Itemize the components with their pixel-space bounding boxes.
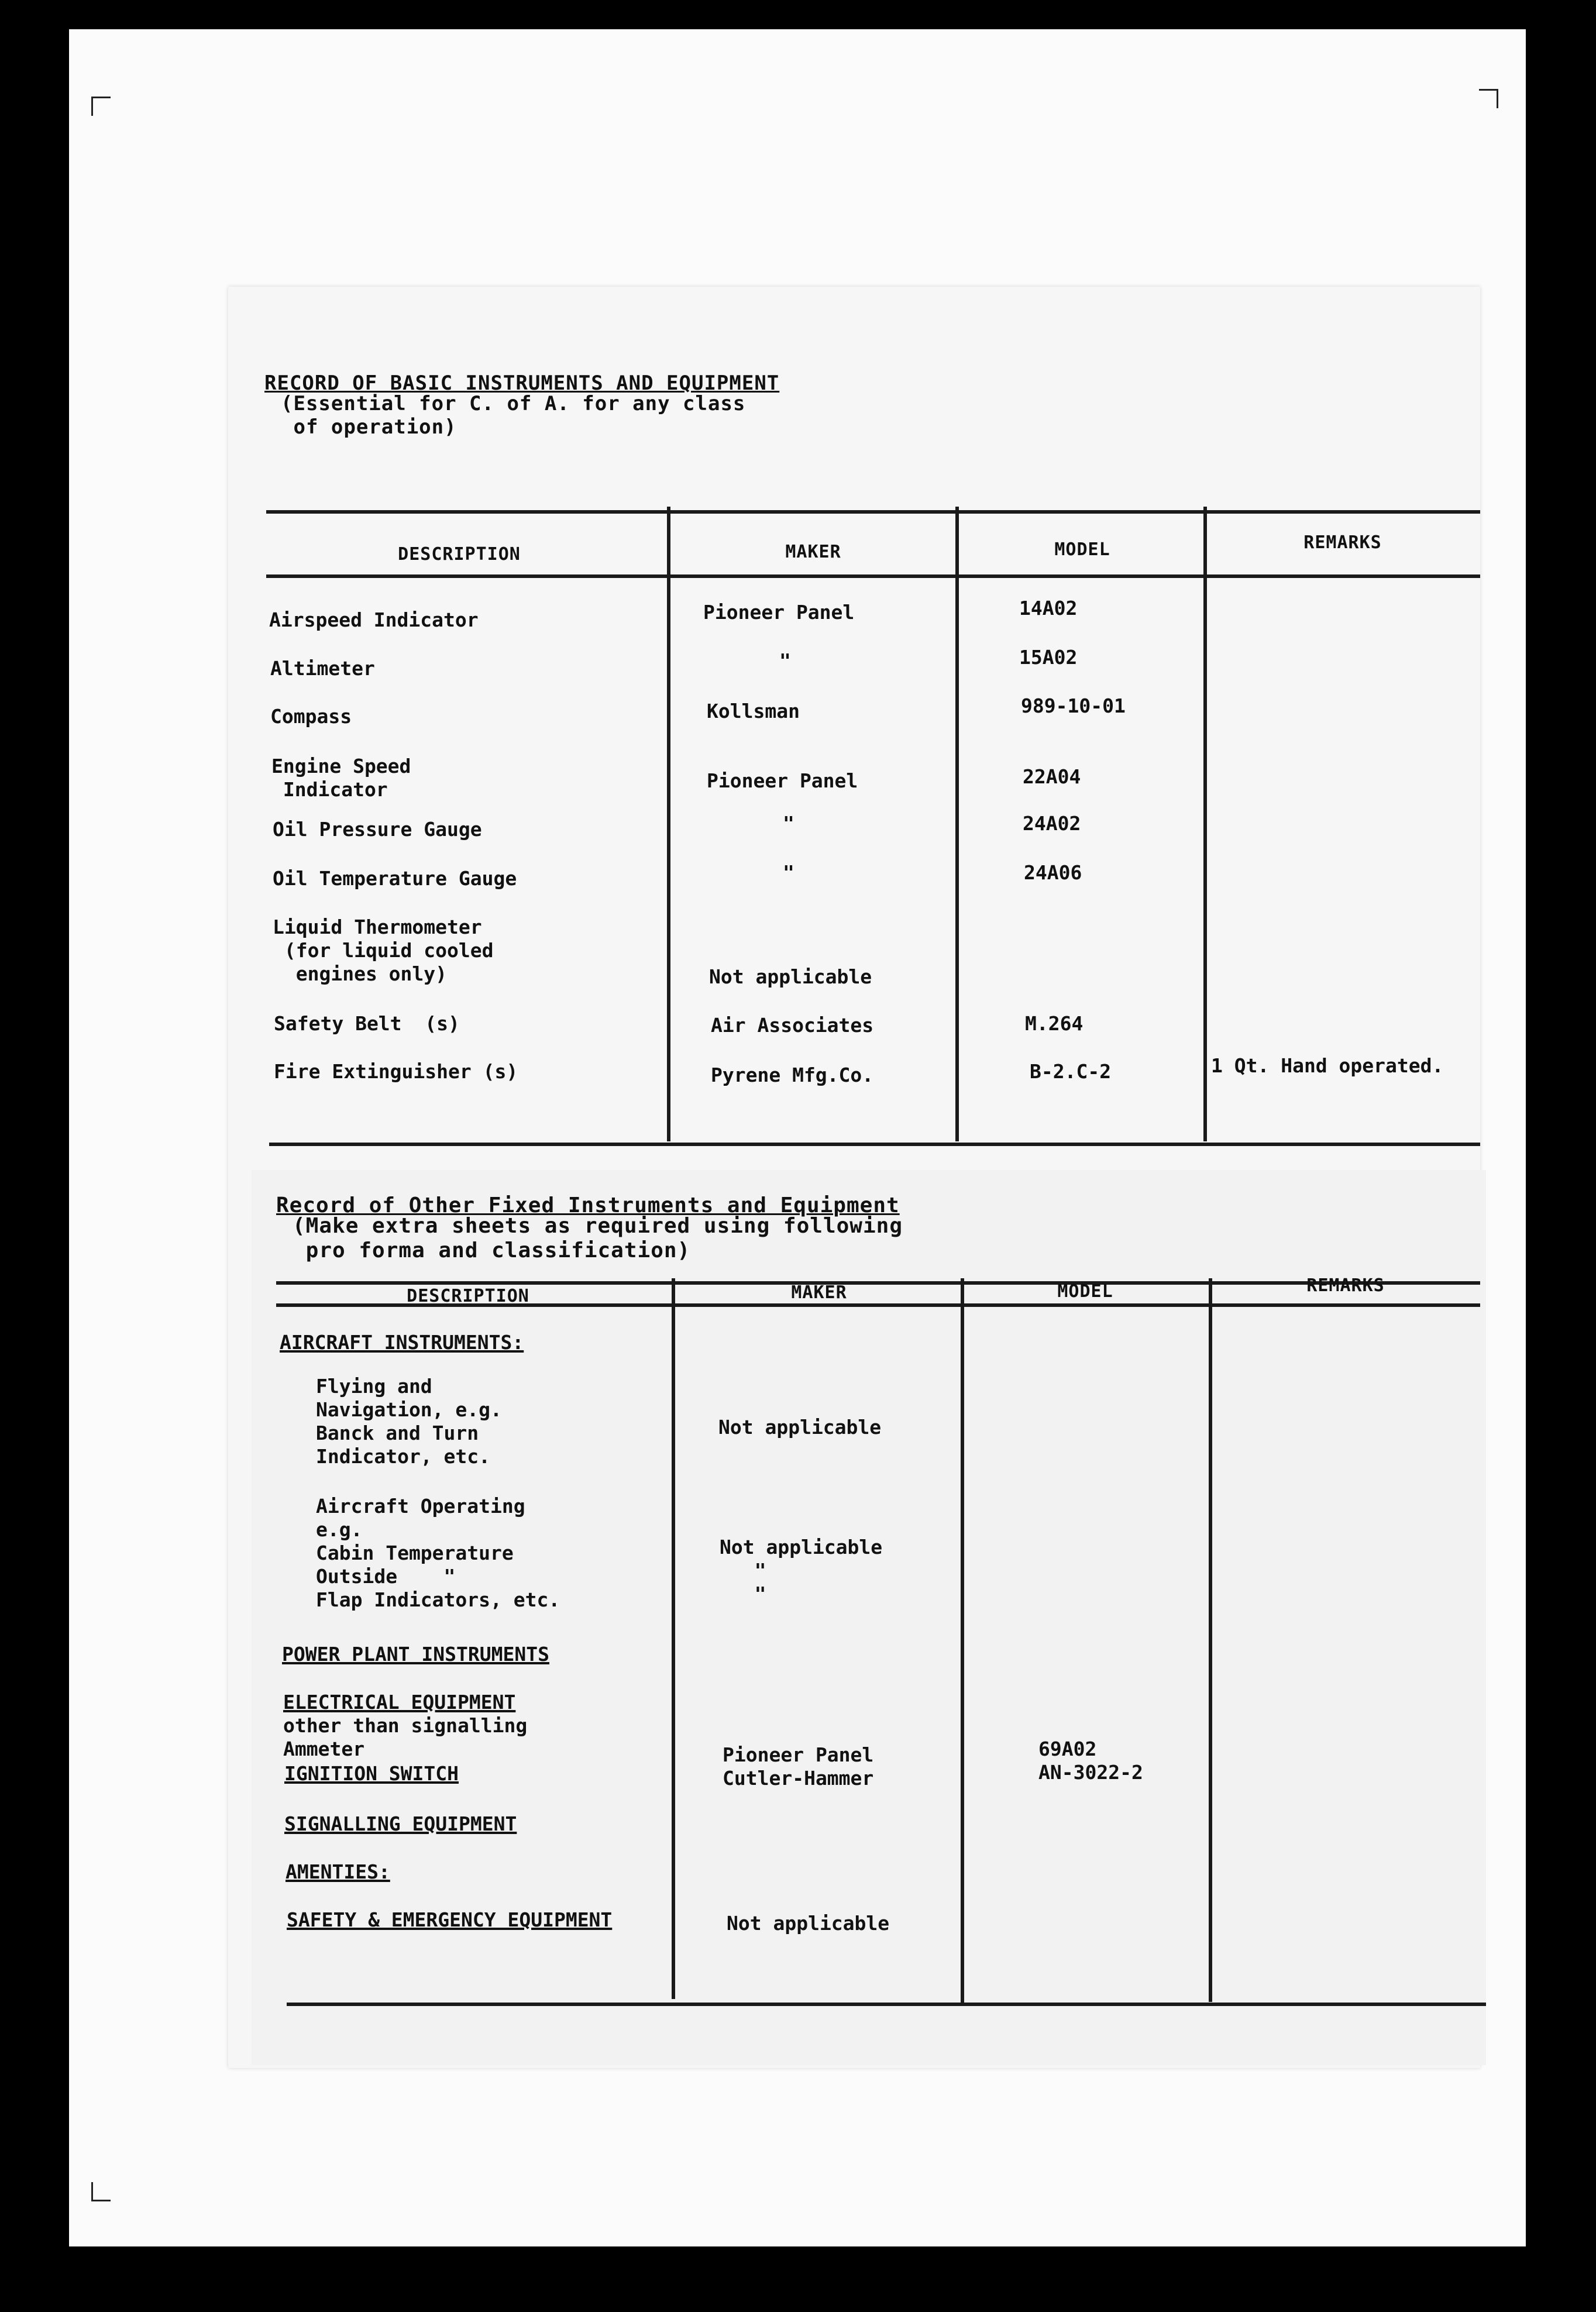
table1-row3-maker: Kollsman bbox=[707, 700, 800, 722]
section1-title: RECORD OF BASIC INSTRUMENTS AND EQUIPMENT bbox=[264, 371, 780, 395]
table1-row6-model: 24A06 bbox=[1024, 861, 1082, 884]
table1-divider-1 bbox=[667, 507, 670, 1141]
table2-heading-safety-emergency: SAFETY & EMERGENCY EQUIPMENT bbox=[287, 1908, 613, 1931]
table1-row9-remarks: 1 Qt. Hand operated. bbox=[1211, 1054, 1444, 1077]
table2-heading-ignition-switch: IGNITION SWITCH bbox=[284, 1762, 459, 1785]
table1-row5-maker: " bbox=[783, 812, 794, 835]
table1-row8-model: M.264 bbox=[1025, 1012, 1084, 1035]
table1-row8-maker: Air Associates bbox=[711, 1014, 874, 1037]
table1-row2-model: 15A02 bbox=[1019, 646, 1078, 669]
table2-safety-emergency-maker: Not applicable bbox=[727, 1912, 890, 1935]
table1-row2-maker: " bbox=[779, 649, 791, 672]
crop-mark-bottom-left bbox=[91, 2182, 111, 2201]
table1-col-remarks: REMARKS bbox=[1303, 532, 1382, 553]
table2-aircraft-operating-description: Aircraft Operating e.g. Cabin Temperature Outside " Flap Indicators, etc. bbox=[316, 1495, 560, 1611]
table1-row8-description: Safety Belt (s) bbox=[274, 1012, 460, 1035]
table2-divider-1 bbox=[672, 1278, 675, 1999]
table1-row1-description: Airspeed Indicator bbox=[269, 608, 479, 631]
table1-row2-description: Altimeter bbox=[270, 657, 375, 680]
table1-row9-description: Fire Extinguisher (s) bbox=[274, 1060, 518, 1083]
document-sheet bbox=[228, 287, 1480, 2068]
table1-row3-model: 989-10-01 bbox=[1021, 694, 1126, 717]
table1-row6-maker: " bbox=[783, 861, 794, 884]
table1-top-rule bbox=[266, 510, 1480, 514]
table2-heading-aircraft-instruments: AIRCRAFT INSTRUMENTS: bbox=[280, 1331, 524, 1354]
table2-divider-3 bbox=[1209, 1278, 1212, 2002]
table1-row9-model: B-2.C-2 bbox=[1030, 1060, 1112, 1083]
table2-heading-power-plant: POWER PLANT INSTRUMENTS bbox=[282, 1643, 549, 1666]
table2-electrical-description: other than signalling Ammeter bbox=[283, 1714, 528, 1760]
section2-title: Record of Other Fixed Instruments and Equipment bbox=[276, 1193, 900, 1217]
table1-row7-description: Liquid Thermometer (for liquid cooled engines only) bbox=[273, 916, 494, 985]
table1-divider-2 bbox=[955, 507, 959, 1141]
table2-heading-electrical: ELECTRICAL EQUIPMENT bbox=[283, 1691, 516, 1714]
section2-subtitle: (Make extra sheets as required using following pro forma and classification) bbox=[293, 1214, 903, 1262]
table1-row4-description: Engine Speed Indicator bbox=[271, 755, 411, 801]
table2-col-maker: MAKER bbox=[791, 1282, 847, 1303]
table2-col-remarks: REMARKS bbox=[1306, 1275, 1385, 1296]
table1-row4-model: 22A04 bbox=[1023, 765, 1081, 788]
table2-flying-navigation-description: Flying and Navigation, e.g. Banck and Turn Indicator, etc. bbox=[316, 1375, 502, 1468]
table2-aircraft-operating-maker: Not applicable " " bbox=[720, 1536, 883, 1605]
table2-electrical-model: 69A02 AN-3022-2 bbox=[1038, 1738, 1143, 1784]
table2-heading-signalling: SIGNALLING EQUIPMENT bbox=[284, 1812, 517, 1835]
table2-col-description: DESCRIPTION bbox=[407, 1286, 529, 1306]
crop-mark-top-right bbox=[1479, 89, 1498, 108]
table2-col-model: MODEL bbox=[1057, 1281, 1113, 1302]
table1-row1-maker: Pioneer Panel bbox=[703, 601, 855, 624]
table2-bottom-rule bbox=[287, 2003, 1486, 2006]
table2-heading-amenities: AMENTIES: bbox=[286, 1860, 390, 1883]
table2-divider-2 bbox=[961, 1278, 964, 2005]
table1-row1-model: 14A02 bbox=[1019, 597, 1078, 620]
table1-row6-description: Oil Temperature Gauge bbox=[273, 867, 517, 890]
table1-row5-model: 24A02 bbox=[1023, 812, 1081, 835]
table1-row3-description: Compass bbox=[270, 705, 352, 728]
table2-flying-navigation-maker: Not applicable bbox=[718, 1416, 882, 1439]
table1-col-description: DESCRIPTION bbox=[398, 544, 521, 565]
table1-row9-maker: Pyrene Mfg.Co. bbox=[711, 1064, 874, 1086]
section1-subtitle: (Essential for C. of A. for any class of operation) bbox=[281, 392, 746, 439]
table2-electrical-maker: Pioneer Panel Cutler-Hammer bbox=[723, 1743, 874, 1790]
table1-row5-description: Oil Pressure Gauge bbox=[273, 818, 482, 841]
table1-col-model: MODEL bbox=[1054, 539, 1110, 560]
table1-row4-maker: Pioneer Panel bbox=[707, 769, 858, 792]
crop-mark-top-left bbox=[91, 97, 111, 116]
table1-col-maker: MAKER bbox=[785, 542, 841, 562]
table1-row7-maker: Not applicable bbox=[709, 965, 872, 988]
table1-bottom-rule bbox=[269, 1143, 1480, 1146]
table1-header-rule bbox=[266, 574, 1480, 578]
table1-divider-3 bbox=[1203, 507, 1207, 1141]
